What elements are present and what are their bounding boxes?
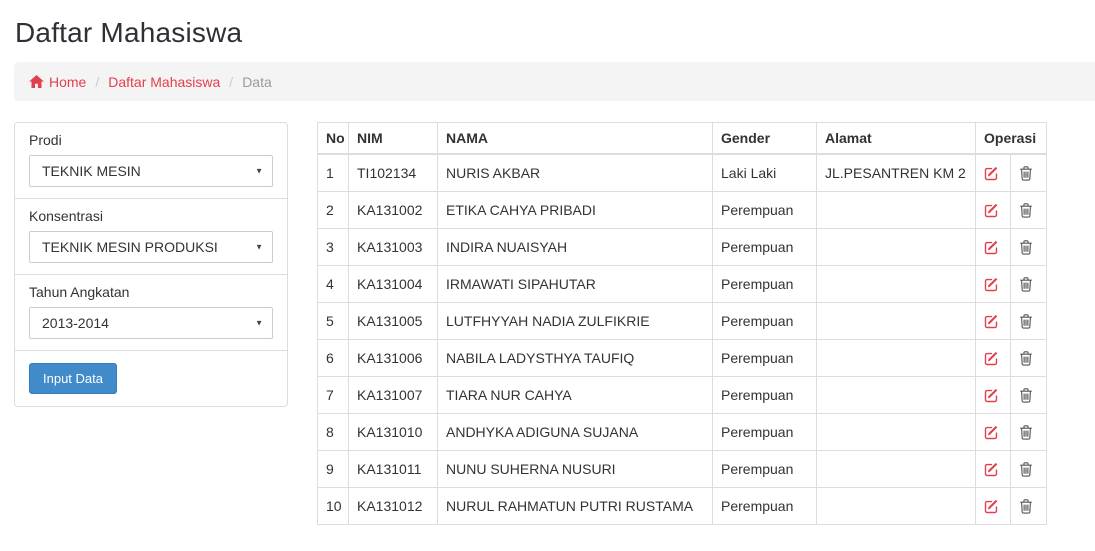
edit-button[interactable]: [984, 462, 999, 477]
cell-gender: Perempuan: [713, 191, 817, 228]
cell-gender: Perempuan: [713, 339, 817, 376]
cell-nama: LUTFHYYAH NADIA ZULFIKRIE: [438, 302, 713, 339]
cell-edit: [976, 450, 1011, 487]
cell-edit: [976, 228, 1011, 265]
cell-no: 2: [318, 191, 349, 228]
breadcrumb-home-label: Home: [49, 73, 87, 90]
cell-nama: ANDHYKA ADIGUNA SUJANA: [438, 413, 713, 450]
cell-gender: Perempuan: [713, 450, 817, 487]
delete-button[interactable]: [1019, 425, 1033, 440]
edit-icon: [984, 240, 999, 255]
cell-no: 7: [318, 376, 349, 413]
page-title: Daftar Mahasiswa: [15, 17, 243, 48]
breadcrumb-separator: /: [95, 73, 100, 90]
table-row: [318, 450, 1047, 487]
cell-alamat: JL.PESANTREN KM 2: [817, 154, 976, 191]
trash-icon: [1019, 314, 1033, 329]
edit-button[interactable]: [984, 240, 999, 255]
cell-alamat: [817, 265, 976, 302]
home-icon: [29, 75, 44, 88]
breadcrumb-separator: /: [229, 73, 234, 90]
cell-nim: KA131002: [349, 191, 438, 228]
cell-no: 10: [318, 487, 349, 524]
cell-alamat: [817, 339, 976, 376]
cell-nama: INDIRA NUAISYAH: [438, 228, 713, 265]
chevron-down-icon: ▼: [255, 318, 263, 328]
cell-edit: [976, 413, 1011, 450]
cell-delete: [1011, 450, 1047, 487]
prodi-select[interactable]: [29, 155, 273, 187]
panel-actions: [15, 351, 287, 406]
cell-nama: TIARA NUR CAHYA: [438, 376, 713, 413]
cell-nim: TI102134: [349, 154, 438, 191]
cell-nim: KA131007: [349, 376, 438, 413]
cell-alamat: [817, 191, 976, 228]
cell-no: 9: [318, 450, 349, 487]
cell-nama: NUNU SUHERNA NUSURI: [438, 450, 713, 487]
delete-button[interactable]: [1019, 314, 1033, 329]
edit-button[interactable]: [984, 425, 999, 440]
cell-no: 4: [318, 265, 349, 302]
cell-no: 6: [318, 339, 349, 376]
prodi-field: [15, 123, 287, 199]
breadcrumb-daftar-mahasiswa-link[interactable]: [108, 74, 220, 90]
trash-icon: [1019, 166, 1033, 181]
trash-icon: [1019, 425, 1033, 440]
edit-icon: [984, 203, 999, 218]
delete-button[interactable]: [1019, 462, 1033, 477]
cell-edit: [976, 339, 1011, 376]
edit-icon: [984, 388, 999, 403]
table-header-row: [318, 123, 1047, 155]
cell-nama: IRMAWATI SIPAHUTAR: [438, 265, 713, 302]
edit-button[interactable]: [984, 388, 999, 403]
cell-nim: KA131006: [349, 339, 438, 376]
breadcrumb: [14, 62, 1095, 101]
cell-edit: [976, 154, 1011, 191]
edit-button[interactable]: [984, 166, 999, 181]
cell-gender: Perempuan: [713, 487, 817, 524]
header-nama: NAMA: [438, 123, 713, 155]
table-row: [318, 154, 1047, 191]
cell-nim: KA131004: [349, 265, 438, 302]
tahun-angkatan-field: [15, 275, 287, 351]
cell-alamat: [817, 413, 976, 450]
delete-button[interactable]: [1019, 240, 1033, 255]
cell-nim: KA131005: [349, 302, 438, 339]
delete-button[interactable]: [1019, 277, 1033, 292]
cell-edit: [976, 376, 1011, 413]
cell-nama: ETIKA CAHYA PRIBADI: [438, 191, 713, 228]
cell-delete: [1011, 339, 1047, 376]
cell-delete: [1011, 228, 1047, 265]
edit-button[interactable]: [984, 351, 999, 366]
cell-alamat: [817, 228, 976, 265]
table-row: [318, 265, 1047, 302]
edit-icon: [984, 499, 999, 514]
tahun-angkatan-label: Tahun Angkatan: [29, 284, 130, 300]
cell-nim: KA131003: [349, 228, 438, 265]
konsentrasi-select[interactable]: [29, 231, 273, 263]
edit-icon: [984, 314, 999, 329]
cell-delete: [1011, 191, 1047, 228]
cell-no: 3: [318, 228, 349, 265]
cell-alamat: [817, 376, 976, 413]
cell-nama: NURUL RAHMATUN PUTRI RUSTAMA: [438, 487, 713, 524]
trash-icon: [1019, 388, 1033, 403]
table-row: [318, 228, 1047, 265]
content: [14, 122, 1095, 525]
trash-icon: [1019, 277, 1033, 292]
cell-nama: NURIS AKBAR: [438, 154, 713, 191]
cell-edit: [976, 302, 1011, 339]
cell-gender: Perempuan: [713, 302, 817, 339]
cell-edit: [976, 191, 1011, 228]
cell-delete: [1011, 413, 1047, 450]
delete-button[interactable]: [1019, 351, 1033, 366]
edit-icon: [984, 351, 999, 366]
header-operasi: Operasi: [976, 123, 1047, 155]
cell-no: 1: [318, 154, 349, 191]
delete-button[interactable]: [1019, 166, 1033, 181]
edit-button[interactable]: [984, 203, 999, 218]
breadcrumb-home-link[interactable]: [29, 74, 86, 90]
table-row: [318, 413, 1047, 450]
trash-icon: [1019, 462, 1033, 477]
cell-alamat: [817, 487, 976, 524]
table-row: [318, 376, 1047, 413]
edit-button[interactable]: [984, 499, 999, 514]
delete-button[interactable]: [1019, 499, 1033, 514]
trash-icon: [1019, 203, 1033, 218]
delete-button[interactable]: [1019, 388, 1033, 403]
edit-icon: [984, 462, 999, 477]
table-row: [318, 339, 1047, 376]
cell-nim: KA131012: [349, 487, 438, 524]
breadcrumb-current-page: Data: [242, 73, 272, 90]
konsentrasi-field: [15, 199, 287, 275]
cell-edit: [976, 487, 1011, 524]
header-alamat: Alamat: [817, 123, 976, 155]
edit-icon: [984, 277, 999, 292]
header-nim: NIM: [349, 123, 438, 155]
cell-delete: [1011, 376, 1047, 413]
cell-alamat: [817, 450, 976, 487]
edit-button[interactable]: [984, 314, 999, 329]
header-gender: Gender: [713, 123, 817, 155]
chevron-down-icon: ▼: [255, 166, 263, 176]
cell-delete: [1011, 302, 1047, 339]
cell-alamat: [817, 302, 976, 339]
breadcrumb-daftar-mahasiswa-label: Daftar Mahasiswa: [108, 73, 221, 90]
cell-delete: [1011, 154, 1047, 191]
table-row: [318, 302, 1047, 339]
student-table: [317, 122, 1047, 525]
cell-gender: Perempuan: [713, 376, 817, 413]
trash-icon: [1019, 499, 1033, 514]
cell-gender: Perempuan: [713, 265, 817, 302]
cell-nim: KA131011: [349, 450, 438, 487]
cell-delete: [1011, 265, 1047, 302]
konsentrasi-label: Konsentrasi: [29, 208, 103, 224]
table-row: [318, 191, 1047, 228]
edit-icon: [984, 425, 999, 440]
table-row: [318, 487, 1047, 524]
chevron-down-icon: ▼: [255, 242, 263, 252]
tahun-angkatan-select[interactable]: [29, 307, 273, 339]
cell-no: 5: [318, 302, 349, 339]
cell-edit: [976, 265, 1011, 302]
cell-no: 8: [318, 413, 349, 450]
edit-button[interactable]: [984, 277, 999, 292]
filter-panel: [14, 122, 288, 407]
edit-icon: [984, 166, 999, 181]
cell-gender: Perempuan: [713, 228, 817, 265]
input-data-button[interactable]: Input Data: [29, 363, 117, 394]
delete-button[interactable]: [1019, 203, 1033, 218]
cell-delete: [1011, 487, 1047, 524]
header-no: No: [318, 123, 349, 155]
cell-gender: Perempuan: [713, 413, 817, 450]
trash-icon: [1019, 240, 1033, 255]
cell-nama: NABILA LADYSTHYA TAUFIQ: [438, 339, 713, 376]
student-table-body: [318, 154, 1047, 524]
prodi-label: Prodi: [29, 132, 62, 148]
trash-icon: [1019, 351, 1033, 366]
cell-gender: Laki Laki: [713, 154, 817, 191]
cell-nim: KA131010: [349, 413, 438, 450]
